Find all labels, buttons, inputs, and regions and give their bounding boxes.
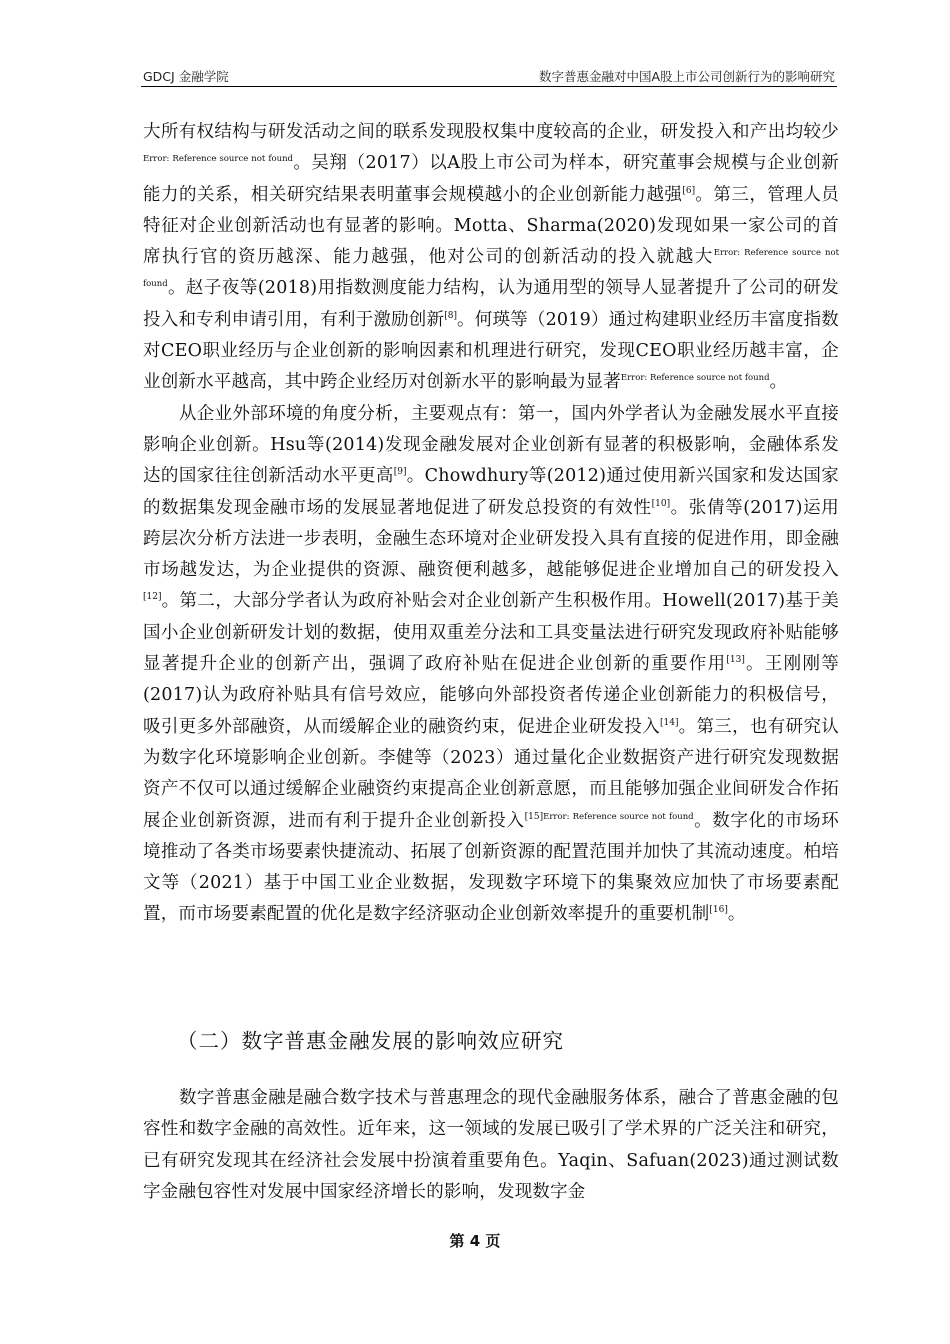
paragraph-3: 数字普惠金融是融合数字技术与普惠理念的现代金融服务体系，融合了普惠金融的包容性和数字金融的高效性。近年来，这一领域的发展已吸引了学术界的广泛关注和研究，已有研究发现其在经济社会发展中扮演着重要角色。Yaqin、Safuan(2023)通过测试数字金融包容性对发展中国家经济增长的影响，发现数字金 <box>143 1088 839 1202</box>
paragraph-1: 大所有权结构与研发活动之间的联系发现股权集中度较高的企业，研发投入和产出均较少$^{Error: Reference source not found}$。吴翔（2017）以A股上市公司为样本，研究董事会规模与企业创新能力的关系，相关研究结果表明董事会规模越小的企业创新能力越强[6]。第三，管理人员特征对企业创新活动也有显著的影响。Motta、Sharma(2020)发现如果一家公司的首席执行官的资历越深、能力越强，他对公司的创新活动的投入就越大$^{Error: Reference source not found}$。赵子夜等(2018)用指数测度能力结构，认为通用型的领导人显著提升了公司的研发投入和专利申请引用，有利于激励创新[8]。何瑛等（2019）通过构建职业经历丰富度指数对CEO职业经历与企业创新的影响因素和机理进行研究，发现CEO职业经历越丰富，企业创新水平越高，其中跨企业经历对创新水平的影响最为显著$^{Error: Reference source not found}$。 <box>143 122 840 393</box>
citation: [8] <box>444 310 457 321</box>
body-text-section-2 <box>143 1083 839 1208</box>
citation: [14] <box>660 717 679 728</box>
citation: [12] <box>143 592 162 603</box>
header-left: GDCJ 金融学院 <box>143 69 229 84</box>
reference-error: Error: Reference source not found <box>620 373 770 384</box>
citation: [9] <box>393 467 407 478</box>
citation: [16] <box>709 905 728 916</box>
header-right: 数字普惠金融对中国A股上市公司创新行为的影响研究 <box>538 69 835 84</box>
citation: [13] <box>726 655 745 666</box>
citation: [15] <box>524 811 544 822</box>
reference-error: Error: Reference source not found <box>543 811 694 822</box>
reference-error: Error: Reference source not found <box>143 248 840 290</box>
paragraph-2: 从企业外部环境的角度分析，主要观点有：第一，国内外学者认为金融发展水平直接影响企业创新。Hsu等(2014)发现金融发展对企业创新有显著的积极影响，金融体系发达的国家往往创新活动水平更高[9]。Chowdhury等(2012)通过使用新兴国家和发达国家的数据集发现金融市场的发展显著地促进了研发总投资的有效性[10]。张倩等(2017)运用跨层次分析方法进一步表明，金融生态环境对企业研发投入具有直接的促进作用，即金融市场越发达，为企业提供的资源、融资便利越多，越能够促进企业增加自己的研发投入[12]。第二，大部分学者认为政府补贴会对企业创新产生积极作用。Howell(2017)基于美国小企业创新研发计划的数据，使用双重差分法和工具变量法进行研究发现政府补贴能够显著提升企业的创新产出，强调了政府补贴在促进企业创新的重要作用[13]。王刚刚等(2017)认为政府补贴具有信号效应，能够向外部投资者传递企业创新能力的积极信号，吸引更多外部融资，从而缓解企业的融资约束，促进企业研发投入[14]。第三，也有研究认为数字化环境影响企业创新。李健等（2023）通过量化企业数据资产进行研究发现数据资产不仅可以通过缓解企业融资约束提高企业创新意愿，而且能够加强企业间研发合作拓展企业创新资源，进而有利于提升企业创新投入$^{[15]Error: Reference source not found}$。数字化的市场环境推动了各类市场要素快捷流动、拓展了创新资源的配置范围并加快了其流动速度。柏培文等（2021）基于中国工业企业数据，发现数字环境下的集聚效应加快了市场要素配置，而市场要素配置的优化是数字经济驱动企业创新效率提升的重要机制[16]。 <box>143 403 840 925</box>
citation: [10] <box>651 498 671 509</box>
citation: [6] <box>682 185 696 196</box>
reference-error: Error: Reference source not found <box>143 154 293 165</box>
page-number: 第 4 页 <box>449 1232 501 1250</box>
body-text-section-1 <box>143 117 839 931</box>
section-heading: （二）数字普惠金融发展的影响效应研究 <box>177 1029 564 1053</box>
page-header <box>141 66 837 87</box>
